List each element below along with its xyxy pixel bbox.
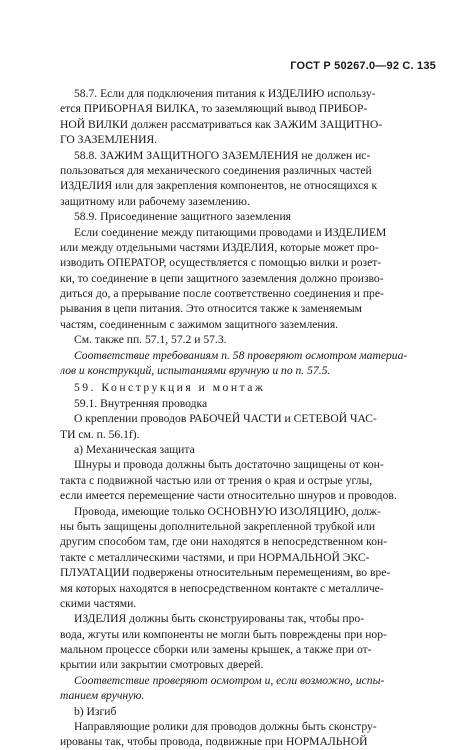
text-line: О креплении проводов РАБОЧЕЙ ЧАСТИ и СЕТЕВОЙ ЧАС- bbox=[74, 412, 377, 426]
text-line: рывания в цепи питания. Это относится также к заменяемым bbox=[60, 302, 362, 316]
text-line: такта с подвижной частью или от трения о края и острые углы, bbox=[60, 473, 373, 487]
text-line: 59. Конструкция и монтаж bbox=[74, 381, 266, 395]
text-line: НОЙ ВИЛКИ должен рассматриваться как ЗАЖИМ ЗАЩИТНО- bbox=[60, 117, 383, 131]
text-line: Провода, имеющие только ОСНОВНУЮ ИЗОЛЯЦИЮ, долж- bbox=[74, 504, 381, 518]
text-line: ки, то соединение в цепи защитного заземления должно произво- bbox=[60, 271, 384, 285]
page-header: ГОСТ Р 50267.0—92 С. 135 bbox=[290, 60, 436, 72]
text-line: См. также пп. 57.1, 57.2 и 57.3. bbox=[74, 333, 227, 347]
text-line: Соответствие проверяют осмотром и, если возможно, испы- bbox=[74, 673, 385, 687]
text-line: Направляющие ролики для проводов должны быть сконстру- bbox=[74, 720, 377, 734]
text-line: изводить ОПЕРАТОР, осуществляется с помощью вилки и розет- bbox=[60, 256, 382, 270]
text-line: скими частями. bbox=[60, 596, 137, 610]
text-line: ны быть защищены дополнительной закрепленной трубкой или bbox=[60, 519, 376, 533]
text-line: 58.7. Если для подключения питания к ИЗДЕЛИЮ использу- bbox=[74, 87, 376, 100]
text-line: ется ПРИБОРНАЯ ВИЛКА, то заземляющий вывод ПРИБОР- bbox=[60, 102, 368, 116]
text-line: Если соединение между питающими проводами и ИЗДЕЛИЕМ bbox=[74, 225, 387, 239]
text-line: вода, жгуты или компоненты не могли быть повреждены при нор- bbox=[60, 627, 387, 641]
text-line: защитному или рабочему заземлению. bbox=[60, 194, 250, 208]
text-line: пользоваться для механического соединения различных частей bbox=[60, 163, 372, 177]
text-line: 58.8. ЗАЖИМ ЗАЩИТНОГО ЗАЗЕМЛЕНИЯ не должен ис- bbox=[74, 148, 371, 162]
text-line: ИЗДЕЛИЯ должны быть сконструированы так, чтобы про- bbox=[74, 612, 365, 626]
text-line: а) Механическая защита bbox=[74, 442, 195, 456]
text-line: такте с металлическими частями, и при НОРМАЛЬНОЙ ЭКС- bbox=[60, 550, 370, 564]
text-line: мальном процессе сборки или замены крышек, а также при от- bbox=[60, 643, 372, 657]
text-line: b) Изгиб bbox=[74, 704, 117, 718]
text-line: ГО ЗАЗЕМЛЕНИЯ. bbox=[60, 133, 158, 147]
text-line: другим способом там, где они находятся в непосредственном кон- bbox=[60, 535, 388, 549]
text-line: Шнуры и провода должны быть достаточно защищены от кон- bbox=[74, 458, 384, 472]
text-line: ИЗДЕЛИЯ или для закрепления компонентов, не относящихся к bbox=[60, 179, 378, 193]
text-line: ированы так, чтобы провода, подвижные при НОРМАЛЬНОЙ bbox=[60, 735, 368, 749]
text-line: ТИ см. п. 56.1f). bbox=[60, 427, 140, 441]
text-line: если имеется перемещение части относительно шнуров и проводов. bbox=[60, 489, 397, 503]
text-line: диться до, а прерывание после соответственно соединения и пре- bbox=[60, 287, 384, 301]
text-line: мя которых находятся в непосредственном контакте с металличе- bbox=[60, 581, 384, 595]
text-line: крытии или закрытии смотровых дверей. bbox=[60, 658, 264, 672]
text-line: или между отдельными частями ИЗДЕЛИЯ, которые может про- bbox=[60, 240, 379, 254]
text-line: 59.1. Внутренняя проводка bbox=[74, 396, 208, 410]
text-line: ПЛУАТАЦИИ подвержены относительным перемещениям, во вре- bbox=[60, 566, 391, 580]
text-line: частям, соединенным с зажимом защитного заземления. bbox=[60, 317, 339, 331]
text-line: 58.9. Присоединение защитного заземления bbox=[74, 210, 291, 224]
text-line: лов и конструкций, испытаниями вручную и по п. 57.5. bbox=[60, 364, 331, 378]
document-body bbox=[60, 86, 420, 750]
text-line: танием вручную. bbox=[60, 689, 145, 703]
text-line: Соответствие требованиям п. 58 проверяют осмотром материа- bbox=[74, 348, 408, 362]
